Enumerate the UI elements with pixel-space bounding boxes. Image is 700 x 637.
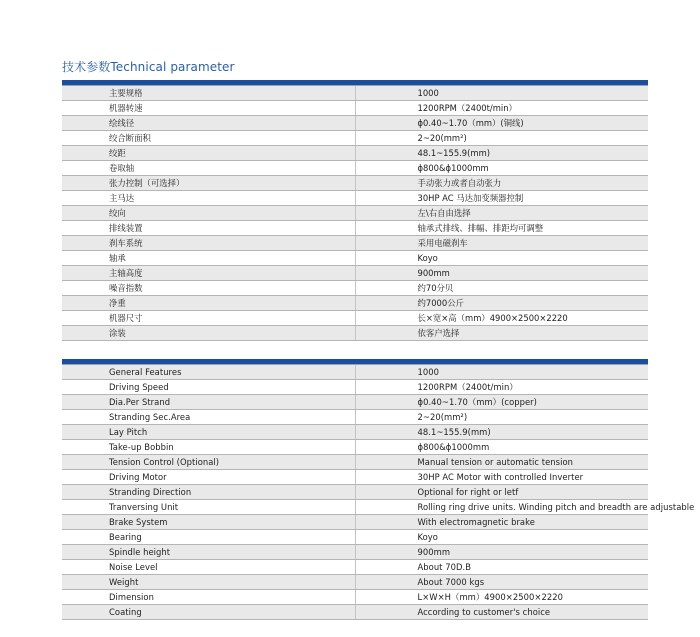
- table-row: [62, 296, 648, 311]
- parameter-value: ϕ0.40~1.70（mm）(铜线): [355, 116, 648, 131]
- parameter-value: 1200RPM（2400t/min）: [355, 380, 648, 395]
- table-row: [62, 131, 648, 146]
- parameter-value: About 70D.B: [355, 560, 648, 575]
- parameter-value: 2~20(mm²): [355, 131, 648, 146]
- parameter-label: Brake System: [62, 515, 355, 530]
- parameter-label: 张力控制（可选择）: [62, 176, 355, 191]
- parameter-label: 轴承: [62, 251, 355, 266]
- table-row: [62, 605, 648, 620]
- table-row: [62, 236, 648, 251]
- parameter-label: Coating: [62, 605, 355, 620]
- table-row: [62, 326, 648, 341]
- parameter-label: Tranversing Unit: [62, 500, 355, 515]
- parameter-label: Tension Control (Optional): [62, 455, 355, 470]
- parameter-label: Bearing: [62, 530, 355, 545]
- parameter-label: 主要规格: [62, 86, 355, 101]
- parameter-value: Optional for right or letf: [355, 485, 648, 500]
- parameter-label: 刹车系统: [62, 236, 355, 251]
- parameter-label: General Features: [62, 365, 355, 380]
- parameter-label: 绞向: [62, 206, 355, 221]
- table-row: [62, 395, 648, 410]
- parameter-value: 1000: [355, 86, 648, 101]
- table-row: [62, 575, 648, 590]
- parameter-value: ϕ0.40~1.70（mm）(copper): [355, 395, 648, 410]
- parameter-value: Koyo: [355, 251, 648, 266]
- parameter-label: Dimension: [62, 590, 355, 605]
- table-row: [62, 410, 648, 425]
- parameter-value: Rolling ring drive units. Winding pitch and breadth are adjustable: [355, 500, 648, 515]
- technical-parameter-table-chinese: [62, 80, 648, 341]
- parameter-label: 机器转速: [62, 101, 355, 116]
- technical-parameter-table-english: [62, 359, 695, 620]
- parameter-label: 绞距: [62, 146, 355, 161]
- table-row: [62, 281, 648, 296]
- table-row: [62, 86, 648, 101]
- parameter-value: 30HP AC Motor with controlled Inverter: [355, 470, 648, 485]
- parameter-label: 绞合断面积: [62, 131, 355, 146]
- table-row: [62, 101, 648, 116]
- table-row: [62, 440, 648, 455]
- parameter-value: 约70分贝: [355, 281, 648, 296]
- table-row: [62, 161, 648, 176]
- table-row: [62, 455, 648, 470]
- table-row: [62, 590, 648, 605]
- parameter-value: 2~20(mm²): [355, 410, 648, 425]
- table-row: [62, 380, 648, 395]
- parameter-label: Dia.Per Strand: [62, 395, 355, 410]
- parameter-value: 900mm: [355, 545, 648, 560]
- table-row: [62, 365, 648, 380]
- parameter-label: 净重: [62, 296, 355, 311]
- parameter-label: Weight: [62, 575, 355, 590]
- parameter-value: Manual tension or automatic tension: [355, 455, 648, 470]
- parameter-label: 主轴高度: [62, 266, 355, 281]
- parameter-value: 900mm: [355, 266, 648, 281]
- parameter-value: 采用电磁刹车: [355, 236, 648, 251]
- parameter-value: Koyo: [355, 530, 648, 545]
- parameter-label: 排线装置: [62, 221, 355, 236]
- table-row: [62, 530, 648, 545]
- table-row: [62, 191, 648, 206]
- parameter-value: 手动张力或者自动张力: [355, 176, 648, 191]
- table-row: [62, 500, 648, 515]
- parameter-label: Driving Motor: [62, 470, 355, 485]
- parameter-label: 机器尺寸: [62, 311, 355, 326]
- parameter-label: Driving Speed: [62, 380, 355, 395]
- table-row: [62, 311, 648, 326]
- parameter-value: ϕ800&ϕ1000mm: [355, 440, 648, 455]
- table-row: [62, 545, 648, 560]
- table-row: [62, 266, 648, 281]
- parameter-value: 48.1~155.9(mm): [355, 425, 648, 440]
- parameter-label: 卷取轴: [62, 161, 355, 176]
- parameter-value: 30HP AC 马达加变频器控制: [355, 191, 648, 206]
- table-row: [62, 560, 648, 575]
- parameter-value: 轴承式排线、排幅、排距均可调整: [355, 221, 648, 236]
- table-row: [62, 485, 648, 500]
- parameter-value: 左\右自由选择: [355, 206, 648, 221]
- parameter-value: 1200RPM（2400t/min）: [355, 101, 648, 116]
- table-row: [62, 116, 648, 131]
- parameter-value: 长×宽×高（mm）4900×2500×2220: [355, 311, 648, 326]
- parameter-label: 涂装: [62, 326, 355, 341]
- parameter-label: Stranding Sec.Area: [62, 410, 355, 425]
- parameter-value: About 7000 kgs: [355, 575, 648, 590]
- parameter-value: With electromagnetic brake: [355, 515, 648, 530]
- table-row: [62, 221, 648, 236]
- parameter-label: 噪音指数: [62, 281, 355, 296]
- table-row: [62, 515, 648, 530]
- parameter-label: Lay Pitch: [62, 425, 355, 440]
- parameter-value: L×W×H（mm）4900×2500×2220: [355, 590, 648, 605]
- parameter-value: According to customer's choice: [355, 605, 648, 620]
- parameter-label: Noise Level: [62, 560, 355, 575]
- parameter-value: ϕ800&ϕ1000mm: [355, 161, 648, 176]
- page-title: 技术参数Technical parameter: [62, 60, 235, 74]
- parameter-value: 依客户选择: [355, 326, 648, 341]
- table-row: [62, 146, 648, 161]
- table-row: [62, 470, 648, 485]
- table-row: [62, 176, 648, 191]
- parameter-label: Spindle height: [62, 545, 355, 560]
- table-row: [62, 251, 648, 266]
- parameter-label: 绘线径: [62, 116, 355, 131]
- parameter-value: 48.1~155.9(mm): [355, 146, 648, 161]
- table-row: [62, 206, 648, 221]
- parameter-label: Take-up Bobbin: [62, 440, 355, 455]
- parameter-label: Stranding Direction: [62, 485, 355, 500]
- parameter-label: 主马达: [62, 191, 355, 206]
- parameter-value: 约7000公斤: [355, 296, 648, 311]
- table-row: [62, 425, 648, 440]
- parameter-value: 1000: [355, 365, 648, 380]
